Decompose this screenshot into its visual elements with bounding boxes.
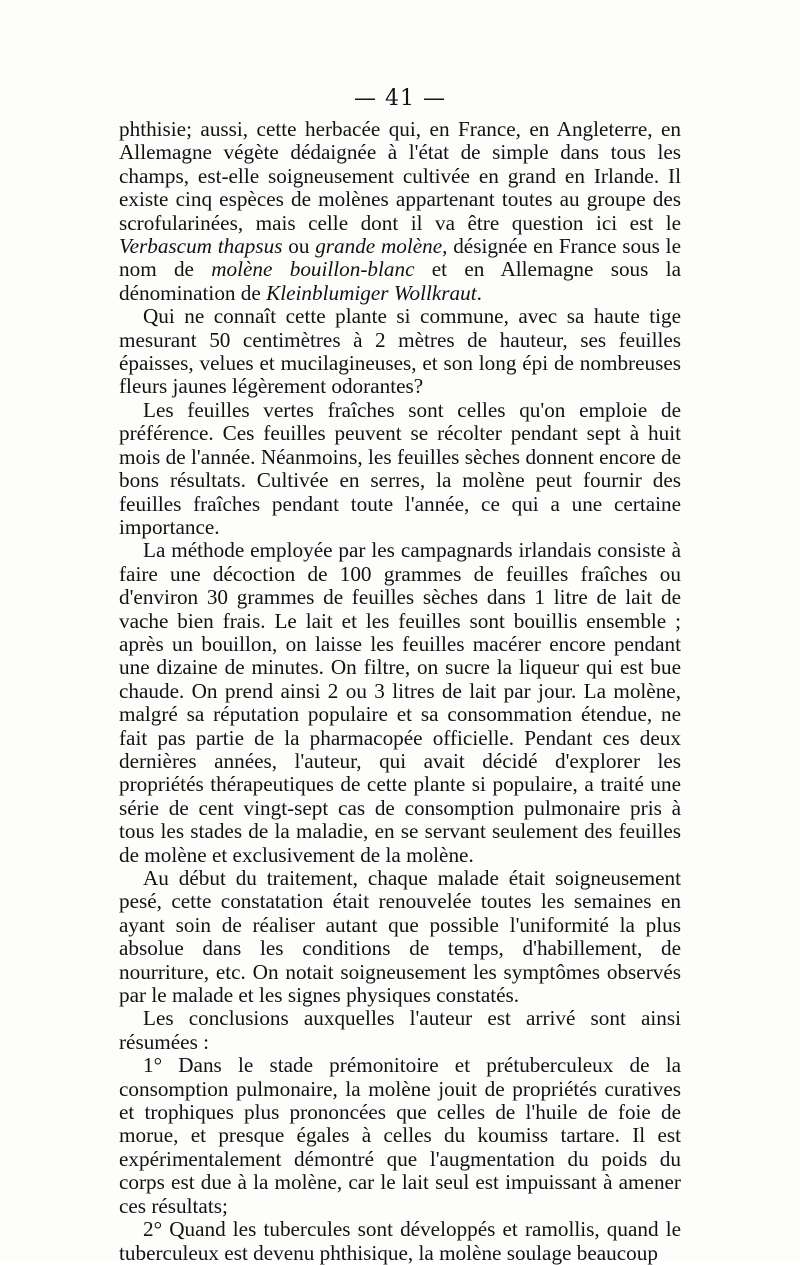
paragraph-5: Au début du traitement, chaque malade était soigneusement pesé, cette constatation était renouvelée toutes les semaines en ayant soin de réaliser autant que possible l'uniformité la plus absolue dans les conditions de temps, d'habillement, de nourriture, etc. On notait soigneusement les symptômes observés par le malade et les signes physiques constatés. xyxy=(119,866,681,1008)
german-name: Kleinblumiger Wollkraut xyxy=(266,280,477,305)
body-text xyxy=(119,118,681,1265)
paragraph-8: 2° Quand les tubercules sont développés et ramollis, quand le tuberculeux est devenu phthisique, la molène soulage beaucoup xyxy=(119,1217,681,1265)
paragraph-1-text-e: . xyxy=(476,280,482,305)
name-grande-molene: grande molène xyxy=(315,234,443,259)
paragraph-1-text-a: phthisie; aussi, cette herbacée qui, en France, en Angleterre, en Allemagne végète dédaignée à l'état de simple dans tous les champs, est-elle soigneusement cultivée en grand en Irlande. Il existe cinq espèces de molènes appartenant toutes au groupe des scrofularinées, mais celle dont il va être question ici est le xyxy=(119,117,681,235)
paragraph-1-text-d: et en Allemagne sous la dénomination de xyxy=(119,257,681,305)
paragraph-2: Qui ne connaît cette plante si commune, avec sa haute tige mesurant 50 centimètres à 2 mètres de hauteur, ses feuilles épaisses, velues et mucilagineuses, et son long épi de nombreuses fleurs jaunes légèrement odorantes? xyxy=(119,304,681,399)
latin-name-verbascum: Verbascum thapsus xyxy=(119,234,283,259)
paragraph-4: La méthode employée par les campagnards irlandais consiste à faire une décoction de 100 grammes de feuilles fraîches ou d'environ 30 grammes de feuilles sèches dans 1 litre de lait de vache bien frais. Le lait et les feuilles sont bouillis ensemble ; après un bouillon, on laisse les feuilles macérer encore pendant une dizaine de minutes. On filtre, on sucre la liqueur qui est bue chaude. On prend ainsi 2 ou 3 litres de lait par jour. La molène, malgré sa réputation populaire et sa consommation étendue, ne fait pas partie de la pharmacopée officielle. Pendant ces deux dernières années, l'auteur, qui avait décidé d'explorer les propriétés thérapeutiques de cette plante si populaire, a traité une série de cent vingt-sept cas de consomption pulmonaire pris à tous les stades de la maladie, en se servant seulement des feuilles de molène et exclusivement de la molène. xyxy=(119,538,681,867)
name-molene-bouillon-blanc: molène bouillon-blanc xyxy=(211,257,415,282)
paragraph-1-text-c: , désignée en France sous le nom de xyxy=(119,234,681,282)
paragraph-7: 1° Dans le stade prémonitoire et prétuberculeux de la consomption pulmonaire, la molène jouit de propriétés curatives et trophiques plus prononcées que celles de l'huile de foie de morue, et presque égales à celles du koumiss tartare. Il est expérimentalement démontré que l'augmentation du poids du corps est due à la molène, car le lait seul est impuissant à amener ces résultats; xyxy=(119,1053,681,1218)
paragraph-1-text-b: ou xyxy=(282,234,316,259)
paragraph-6: Les conclusions auxquelles l'auteur est arrivé sont ainsi résumées : xyxy=(119,1006,681,1054)
page-number: — 41 — xyxy=(354,86,446,111)
paragraph-3: Les feuilles vertes fraîches sont celles qu'on emploie de préférence. Ces feuilles peuvent se récolter pendant sept à huit mois de l'année. Néanmoins, les feuilles sèches donnent encore de bons résultats. Cultivée en serres, la molène peut fournir des feuilles fraîches pendant toute l'année, ce qui a une certaine importance. xyxy=(119,397,681,539)
paragraph-1 xyxy=(119,118,681,305)
